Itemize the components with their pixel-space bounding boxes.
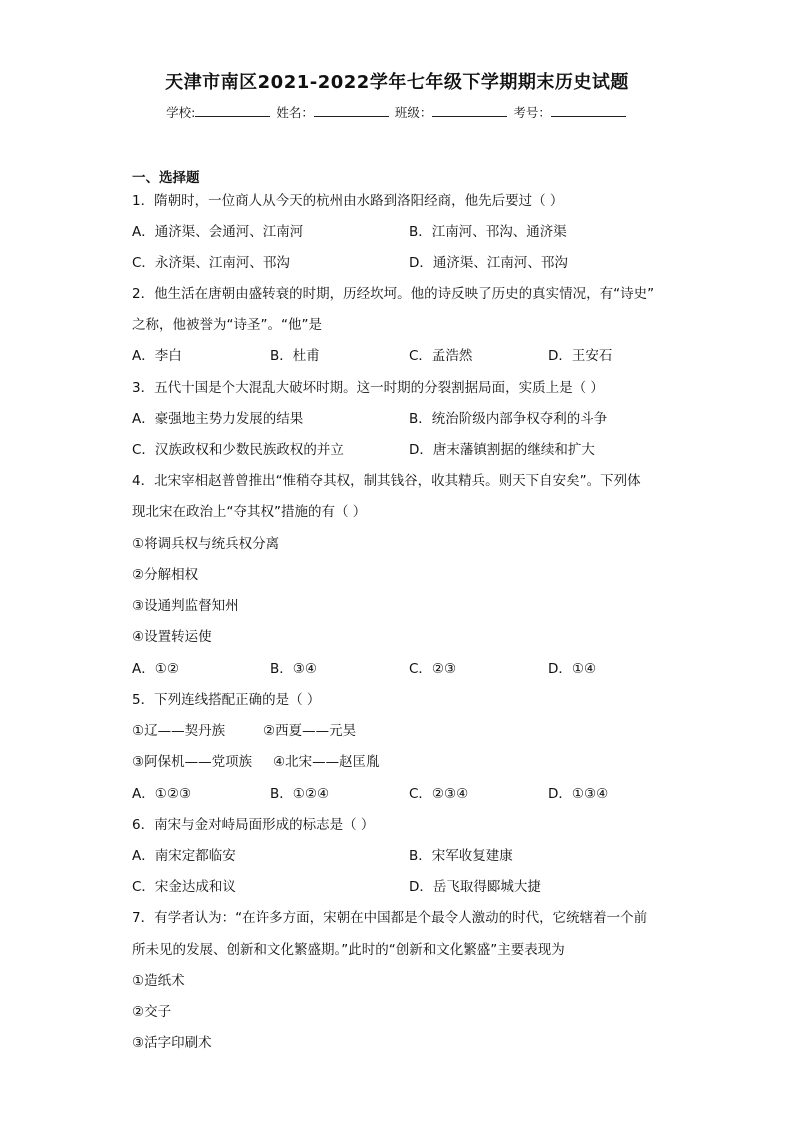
question-3-option-d: D．唐末藩镇割据的继续和扩大: [409, 442, 595, 458]
name-blank: [314, 104, 389, 117]
question-6-option-a: A．南宋定都临安: [132, 848, 236, 864]
school-label: 学校:: [166, 105, 196, 120]
class-label: 班级：: [394, 105, 433, 120]
question-1-option-d: D．通济渠、江南河、邗沟: [409, 255, 568, 271]
question-5-pair-4: ④北宋——赵匡胤: [273, 754, 380, 770]
question-5-option-d: D．①③④: [548, 786, 609, 802]
question-4-option-a: A．①②: [132, 661, 179, 677]
question-5-option-b: B．①②④: [270, 786, 330, 802]
school-blank: [195, 104, 270, 117]
question-4-item-2: ②分解相权: [132, 567, 199, 583]
question-3-option-b: B．统治阶级内部争权夺利的斗争: [409, 411, 608, 427]
question-5-pair-3: ③阿保机——党项族: [132, 754, 253, 770]
question-2-option-a: A．李白: [132, 348, 182, 364]
question-2-option-d: D．王安石: [548, 348, 613, 364]
question-7-item-3: ③活字印刷术: [132, 1035, 212, 1051]
question-6-option-d: D．岳飞取得郾城大捷: [409, 879, 541, 895]
question-5-pair-2: ②西夏——元昊: [263, 723, 357, 739]
question-3-option-c: C．汉族政权和少数民族政权的并立: [132, 442, 344, 458]
question-1-option-b: B．江南河、邗沟、通济渠: [409, 224, 567, 240]
question-4-item-1: ①将调兵权与统兵权分离: [132, 536, 280, 552]
question-7-stem-line1: 7．有学者认为：“在许多方面，宋朝在中国都是个最令人激动的时代，它统辖着一个前: [132, 910, 648, 926]
question-5-pair-1: ①辽——契丹族: [132, 723, 226, 739]
question-5-option-c: C．②③④: [409, 786, 469, 802]
question-6-stem: 6．南宋与金对峙局面形成的标志是（ ）: [132, 817, 375, 833]
class-blank: [432, 104, 507, 117]
question-6-option-c: C．宋金达成和议: [132, 879, 236, 895]
question-4-option-d: D．①④: [548, 661, 597, 677]
question-7-item-2: ②交子: [132, 1004, 172, 1020]
question-7-item-1: ①造纸术: [132, 973, 185, 989]
exam-title: 天津市南区2021-2022学年七年级下学期期末历史试题: [165, 72, 629, 93]
question-3-stem: 3．五代十国是个大混乱大破坏时期。这一时期的分裂割据局面，实质上是（ ）: [132, 380, 604, 396]
name-label: 姓名：: [276, 105, 314, 120]
question-2-stem-line2: 之称，他被誉为“诗圣”。“他”是: [132, 317, 322, 333]
question-3-option-a: A．豪强地主势力发展的结果: [132, 411, 304, 427]
question-4-stem-line2: 现北宋在政治上“夺其权”措施的有（ ）: [132, 504, 367, 520]
section-heading: 一、选择题: [132, 170, 200, 186]
question-5-stem: 5．下列连线搭配正确的是（ ）: [132, 692, 321, 708]
student-info-row: [0, 103, 794, 121]
question-4-item-4: ④设置转运使: [132, 629, 212, 645]
exam-number-label: 考号：: [513, 105, 551, 120]
question-2-option-c: C．孟浩然: [409, 348, 473, 364]
question-7-stem-line2: 所未见的发展、创新和文化繁盛期。”此时的“创新和文化繁盛”主要表现为: [132, 942, 565, 958]
exam-number-blank: [551, 104, 626, 117]
question-6-option-b: B．宋军收复建康: [409, 848, 513, 864]
question-4-item-3: ③设通判监督知州: [132, 598, 239, 614]
question-2-option-b: B．杜甫: [270, 348, 320, 364]
question-5-option-a: A．①②③: [132, 786, 192, 802]
question-4-stem-line1: 4．北宋宰相赵普曾推出“惟稍夺其权，制其钱谷，收其精兵。则天下自安矣”。下列体: [132, 473, 641, 489]
question-4-option-c: C．②③: [409, 661, 457, 677]
question-4-option-b: B．③④: [270, 661, 317, 677]
question-2-stem-line1: 2．他生活在唐朝由盛转衰的时期，历经坎坷。他的诗反映了历史的真实情况，有“诗史”: [132, 286, 655, 302]
question-1-stem: 1．隋朝时，一位商人从今天的杭州由水路到洛阳经商，他先后要过（ ）: [132, 193, 564, 209]
question-1-option-c: C．永济渠、江南河、邗沟: [132, 255, 290, 271]
question-1-option-a: A．通济渠、会通河、江南河: [132, 224, 304, 240]
